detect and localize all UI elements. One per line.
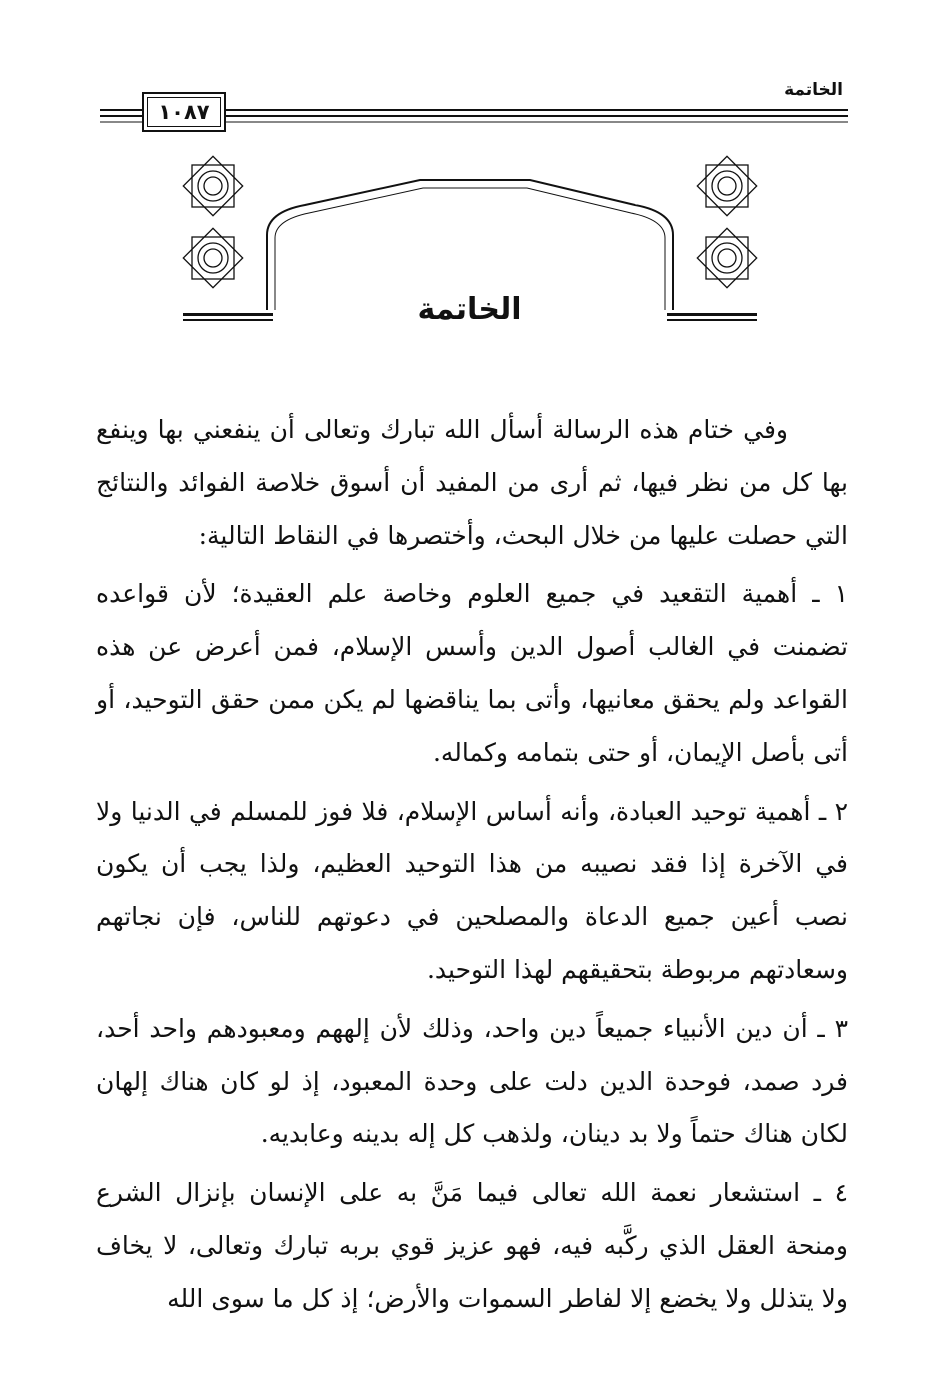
page-number: ١٠٨٧ — [142, 92, 226, 132]
right-ornament-bottom — [697, 228, 756, 287]
right-ornament-top — [697, 156, 756, 215]
point-2: ٢ ـ أهمية توحيد العبادة، وأنه أساس الإسلام، فلا فوز للمسلم في الدنيا ولا في الآخرة إذا فقد نصيبه من هذا التوحيد العظيم، ولذا يجب أن يكون نصب أعين جميع الدعاة والمصلحين في دعوتهم للناس، فإن نجاتهم وسعادتهم مربوطة بتحقيقهم لهذا التوحيد. — [96, 796, 848, 984]
left-ornament-bottom — [183, 228, 242, 287]
running-head: الخاتمة — [784, 80, 843, 100]
point-1: ١ ـ أهمية التقعيد في جميع العلوم وخاصة علم العقيدة؛ لأن قواعده تضمنت في الغالب أصول الدين وأسس الإسلام، فمن أعرض عن هذه القواعد ولم يحقق معانيها، وأتى بما يناقضها لم يكن ممن حقق التوحيد، أو أتى بأصل الإيمان، أو حتى بتمامه وكماله. — [96, 579, 848, 767]
left-ornament-top — [183, 156, 242, 215]
point-4: ٤ ـ استشعار نعمة الله تعالى فيما مَنَّ به على الإنسان بإنزال الشرع ومنحة العقل الذي ركَّبه فيه، فهو عزيز قوي بربه تبارك وتعالى، لا يخاف ولا يتذلل ولا يخضع إلا لفاطر السموات والأرض؛ إذ كل ما سوى الله — [96, 1178, 848, 1313]
body-text — [96, 404, 848, 1332]
intro-paragraph: وفي ختام هذه الرسالة أسأل الله تبارك وتعالى أن ينفعني بها وينفع بها كل من نظر فيها، ثم أرى من المفيد أن أسوق خلاصة الفوائد والنتائج التي حصلت عليها من خلال البحث، وأختصرها في النقاط التالية: — [96, 415, 848, 550]
chapter-title: الخاتمة — [417, 292, 522, 327]
point-3: ٣ ـ أن دين الأنبياء جميعاً دين واحد، وذلك لأن إلههم ومعبودهم واحد أحد، فرد صمد، فوحدة الدين دلت على وحدة المعبود، إذ لو كان هناك إلهان لكان هناك حتماً ولا بد دينان، ولذهب كل إله بدينه وعابديه. — [96, 1013, 848, 1149]
